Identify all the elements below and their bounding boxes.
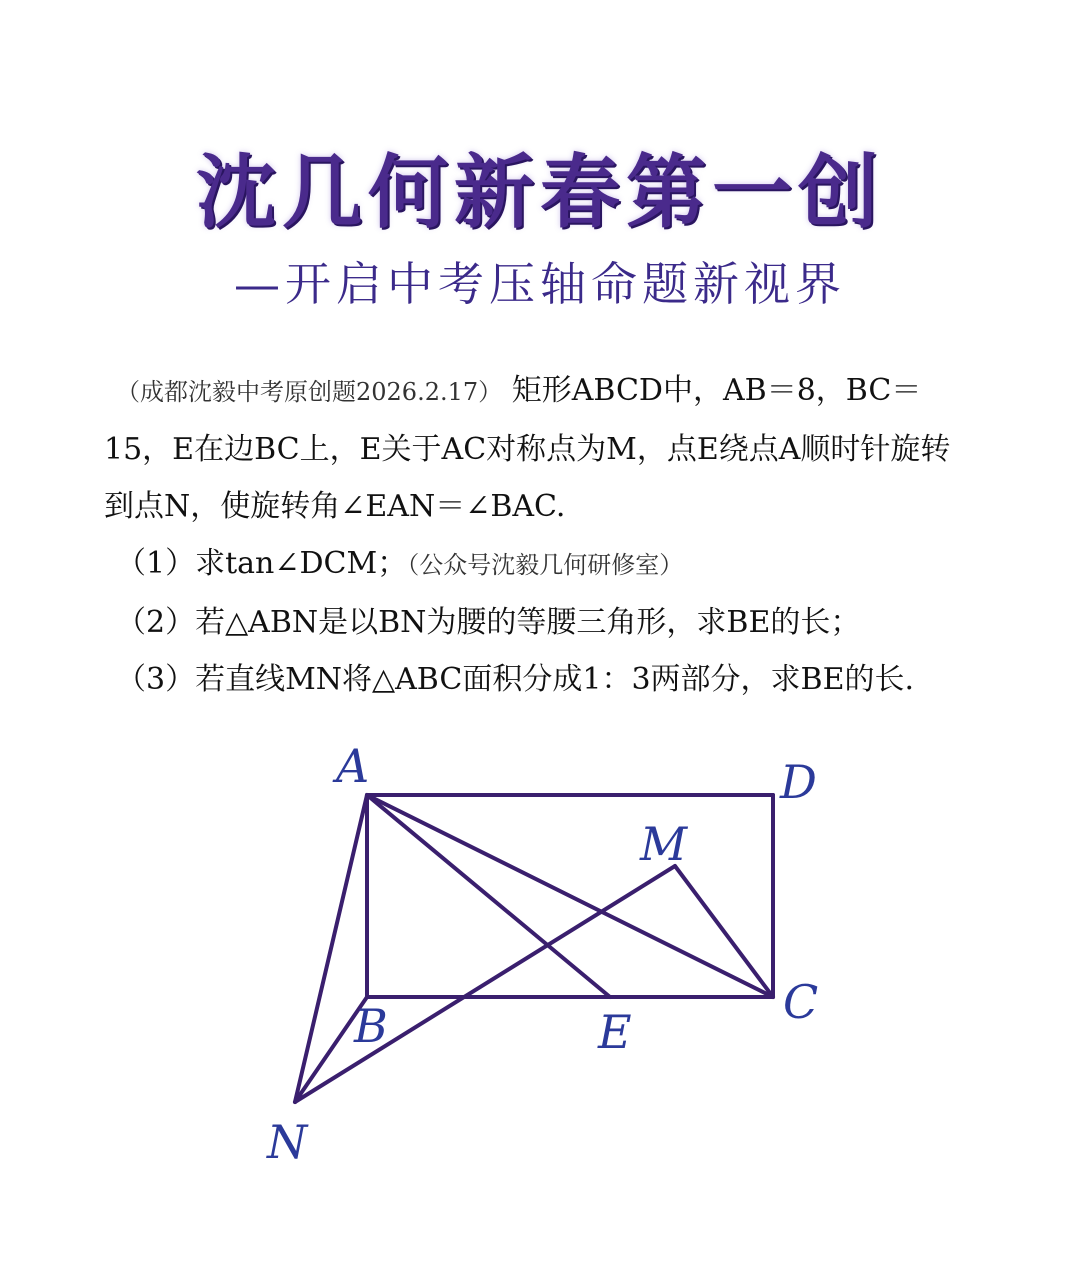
geometry-figure xyxy=(250,740,850,1180)
page-subtitle: —开启中考压轴命题新视界 xyxy=(234,257,846,311)
segment-mc xyxy=(675,866,773,997)
label-m: M xyxy=(640,817,688,871)
question-3 xyxy=(104,651,974,708)
segment-nm xyxy=(295,866,675,1102)
problem-text: 矩形ABCD中，AB＝8，BC＝15，E在边BC上，E关于AC对称点为M，点E绕点A顺时针旋转到点N，使旋转角∠EAN＝∠BAC. xyxy=(104,373,951,524)
question-note: （公众号沈毅几何研修室） xyxy=(407,551,684,579)
problem-statement xyxy=(104,362,974,535)
question-number: （1） xyxy=(116,546,196,581)
question-number: （3） xyxy=(116,662,196,697)
problem-source: （成都沈毅中考原创题2026.2.17） xyxy=(116,378,503,406)
label-a: A xyxy=(336,740,370,793)
page-title: 沈几何新春第一创 xyxy=(196,146,884,239)
question-text: 若△ABN是以BN为腰的等腰三角形，求BE的长； xyxy=(195,605,861,640)
question-number: （2） xyxy=(116,605,196,640)
question-text: 若直线MN将△ABC面积分成1：3两部分，求BE的长. xyxy=(195,662,915,697)
label-n: N xyxy=(267,1115,308,1169)
label-d: D xyxy=(780,755,817,809)
question-1 xyxy=(104,535,974,594)
question-2 xyxy=(104,594,974,651)
label-e: E xyxy=(598,1005,632,1059)
label-c: C xyxy=(783,975,819,1029)
segment-ac xyxy=(367,795,773,997)
question-text: 求tan∠DCM； xyxy=(195,546,408,581)
label-b: B xyxy=(354,999,388,1053)
problem-block xyxy=(104,362,974,708)
segment-an xyxy=(295,795,367,1102)
